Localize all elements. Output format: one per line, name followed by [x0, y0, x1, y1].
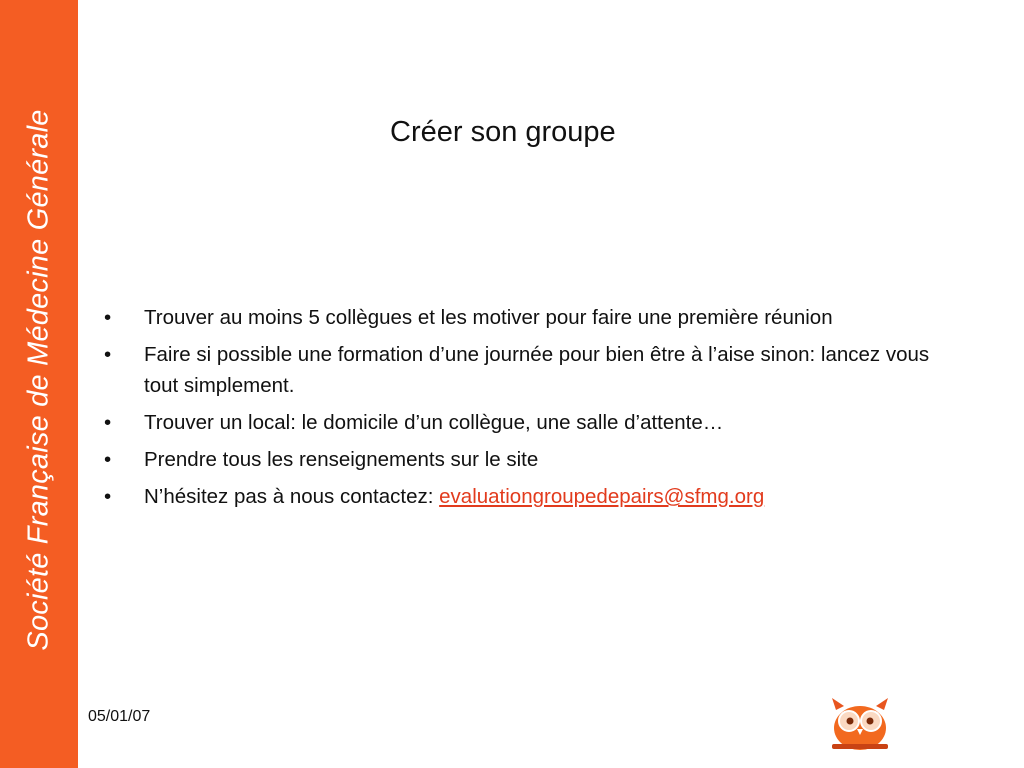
list-item: [100, 407, 930, 438]
bullet-list: [100, 302, 930, 518]
list-item: [100, 302, 930, 333]
slide-date: 05/01/07: [88, 708, 151, 725]
organization-name: Société Française de Médecine Générale: [22, 109, 55, 651]
bullet-marker: •: [104, 343, 112, 366]
list-item: [100, 481, 930, 512]
bullet-text: N’hésitez pas à nous contactez:: [144, 485, 440, 508]
bullet-marker: •: [104, 306, 112, 329]
bullet-marker: •: [104, 448, 112, 471]
owl-icon: [826, 696, 894, 752]
list-item: [100, 444, 930, 475]
bullet-marker: •: [104, 485, 112, 508]
sidebar-banner: [0, 0, 78, 768]
bullet-text: Prendre tous les renseignements sur le site: [144, 448, 539, 471]
contact-email-link[interactable]: evaluationgroupedepairs@sfmg.org: [439, 485, 765, 508]
bullet-text: Faire si possible une formation d’une journée pour bien être à l’aise sinon: lancez vous tout simplement.: [144, 343, 930, 397]
list-item: [100, 339, 930, 401]
slide-title: Créer son groupe: [390, 116, 616, 148]
bullet-marker: •: [104, 411, 112, 434]
bullet-text: Trouver au moins 5 collègues et les motiver pour faire une première réunion: [144, 306, 833, 329]
bullet-text: Trouver un local: le domicile d’un collègue, une salle d’attente…: [144, 411, 724, 434]
